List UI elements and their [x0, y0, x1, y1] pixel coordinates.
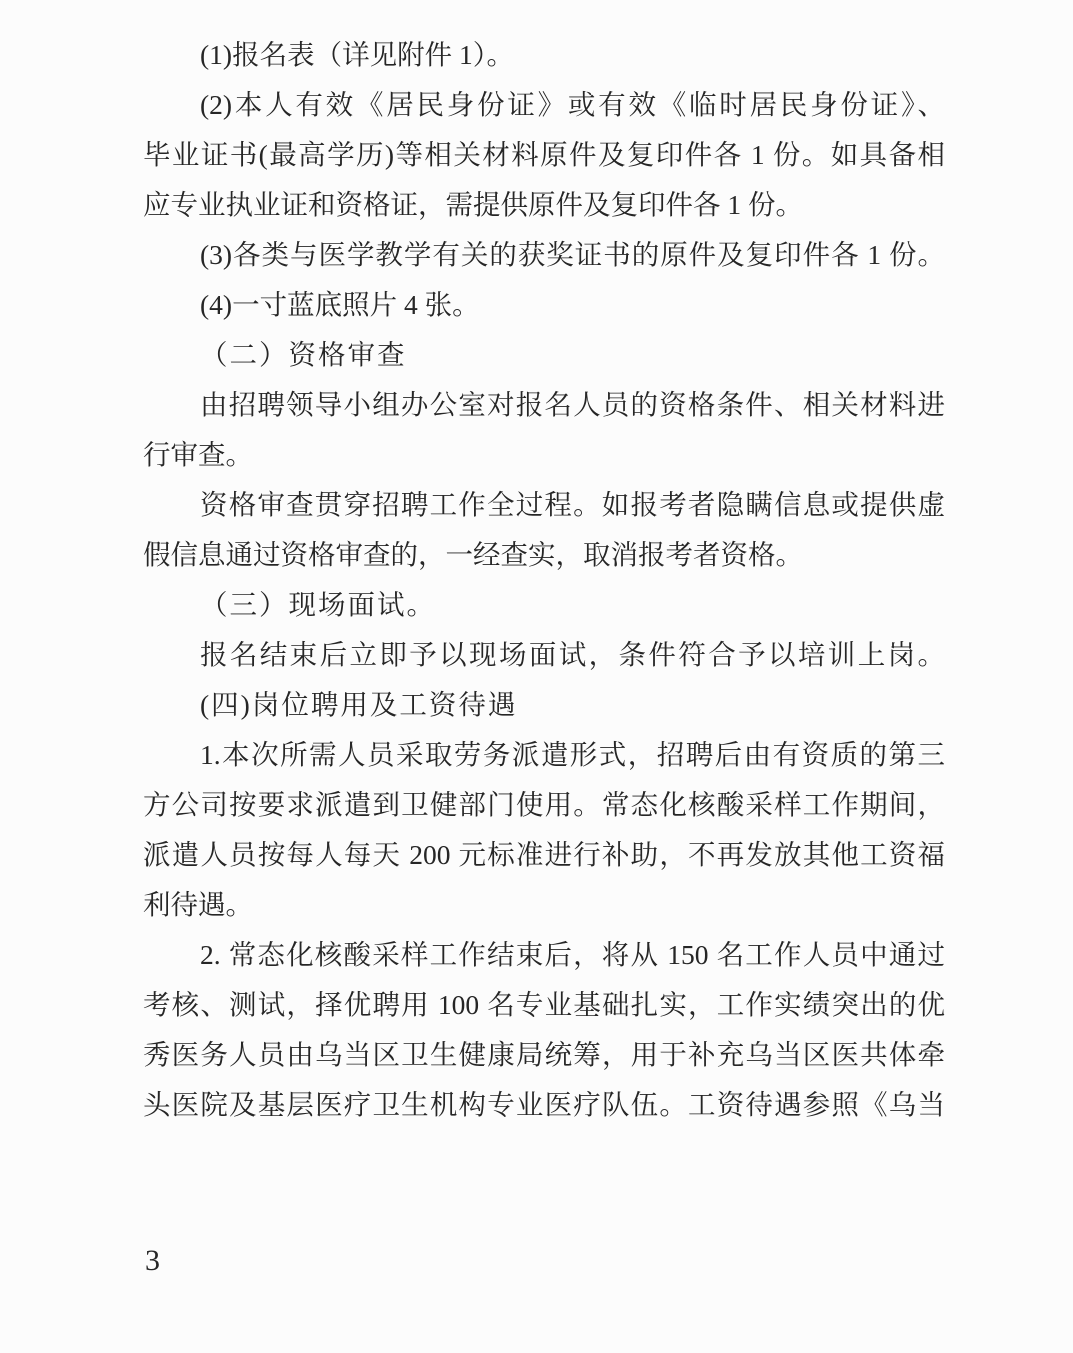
text-line: (2)本人有效《居民身份证》或有效《临时居民身份证》、	[200, 89, 945, 120]
text-line: (4)一寸蓝底照片 4 张。	[200, 289, 480, 320]
text-line: 2. 常态化核酸采样工作结束后，将从 150 名工作人员中通过	[200, 939, 945, 970]
text-line: 派遣人员按每人每天 200 元标准进行补助，不再发放其他工资福	[143, 839, 945, 870]
text-line: 行审查。	[143, 439, 253, 470]
section-heading-line: （二）资格审查	[200, 339, 407, 370]
text-line: 假信息通过资格审查的，一经查实，取消报考者资格。	[143, 539, 803, 570]
section-heading-line: （三）现场面试。	[200, 589, 436, 620]
text-line: 秀医务人员由乌当区卫生健康局统筹，用于补充乌当区医共体牵	[143, 1039, 945, 1070]
text-line: 由招聘领导小组办公室对报名人员的资格条件、相关材料进	[200, 389, 945, 420]
page-number: 3	[145, 1244, 160, 1277]
text-line: 报名结束后立即予以现场面试，条件符合予以培训上岗。	[200, 639, 945, 670]
text-line: 毕业证书(最高学历)等相关材料原件及复印件各 1 份。如具备相	[143, 139, 945, 170]
text-line: 利待遇。	[143, 889, 253, 920]
document-body	[143, 30, 945, 1130]
text-line: 资格审查贯穿招聘工作全过程。如报考者隐瞒信息或提供虚	[200, 489, 945, 520]
text-line: 方公司按要求派遣到卫健部门使用。常态化核酸采样工作期间，	[143, 789, 945, 820]
section-heading-line: (四)岗位聘用及工资待遇	[200, 689, 518, 720]
text-line: (1)报名表（详见附件 1）。	[200, 39, 514, 70]
text-line: (3)各类与医学教学有关的获奖证书的原件及复印件各 1 份。	[200, 239, 945, 270]
text-line: 考核、测试，择优聘用 100 名专业基础扎实，工作实绩突出的优	[143, 989, 945, 1020]
text-line: 1.本次所需人员采取劳务派遣形式，招聘后由有资质的第三	[200, 739, 945, 770]
text-line: 应专业执业证和资格证，需提供原件及复印件各 1 份。	[143, 189, 803, 220]
text-line: 头医院及基层医疗卫生机构专业医疗队伍。工资待遇参照《乌当	[143, 1089, 945, 1120]
